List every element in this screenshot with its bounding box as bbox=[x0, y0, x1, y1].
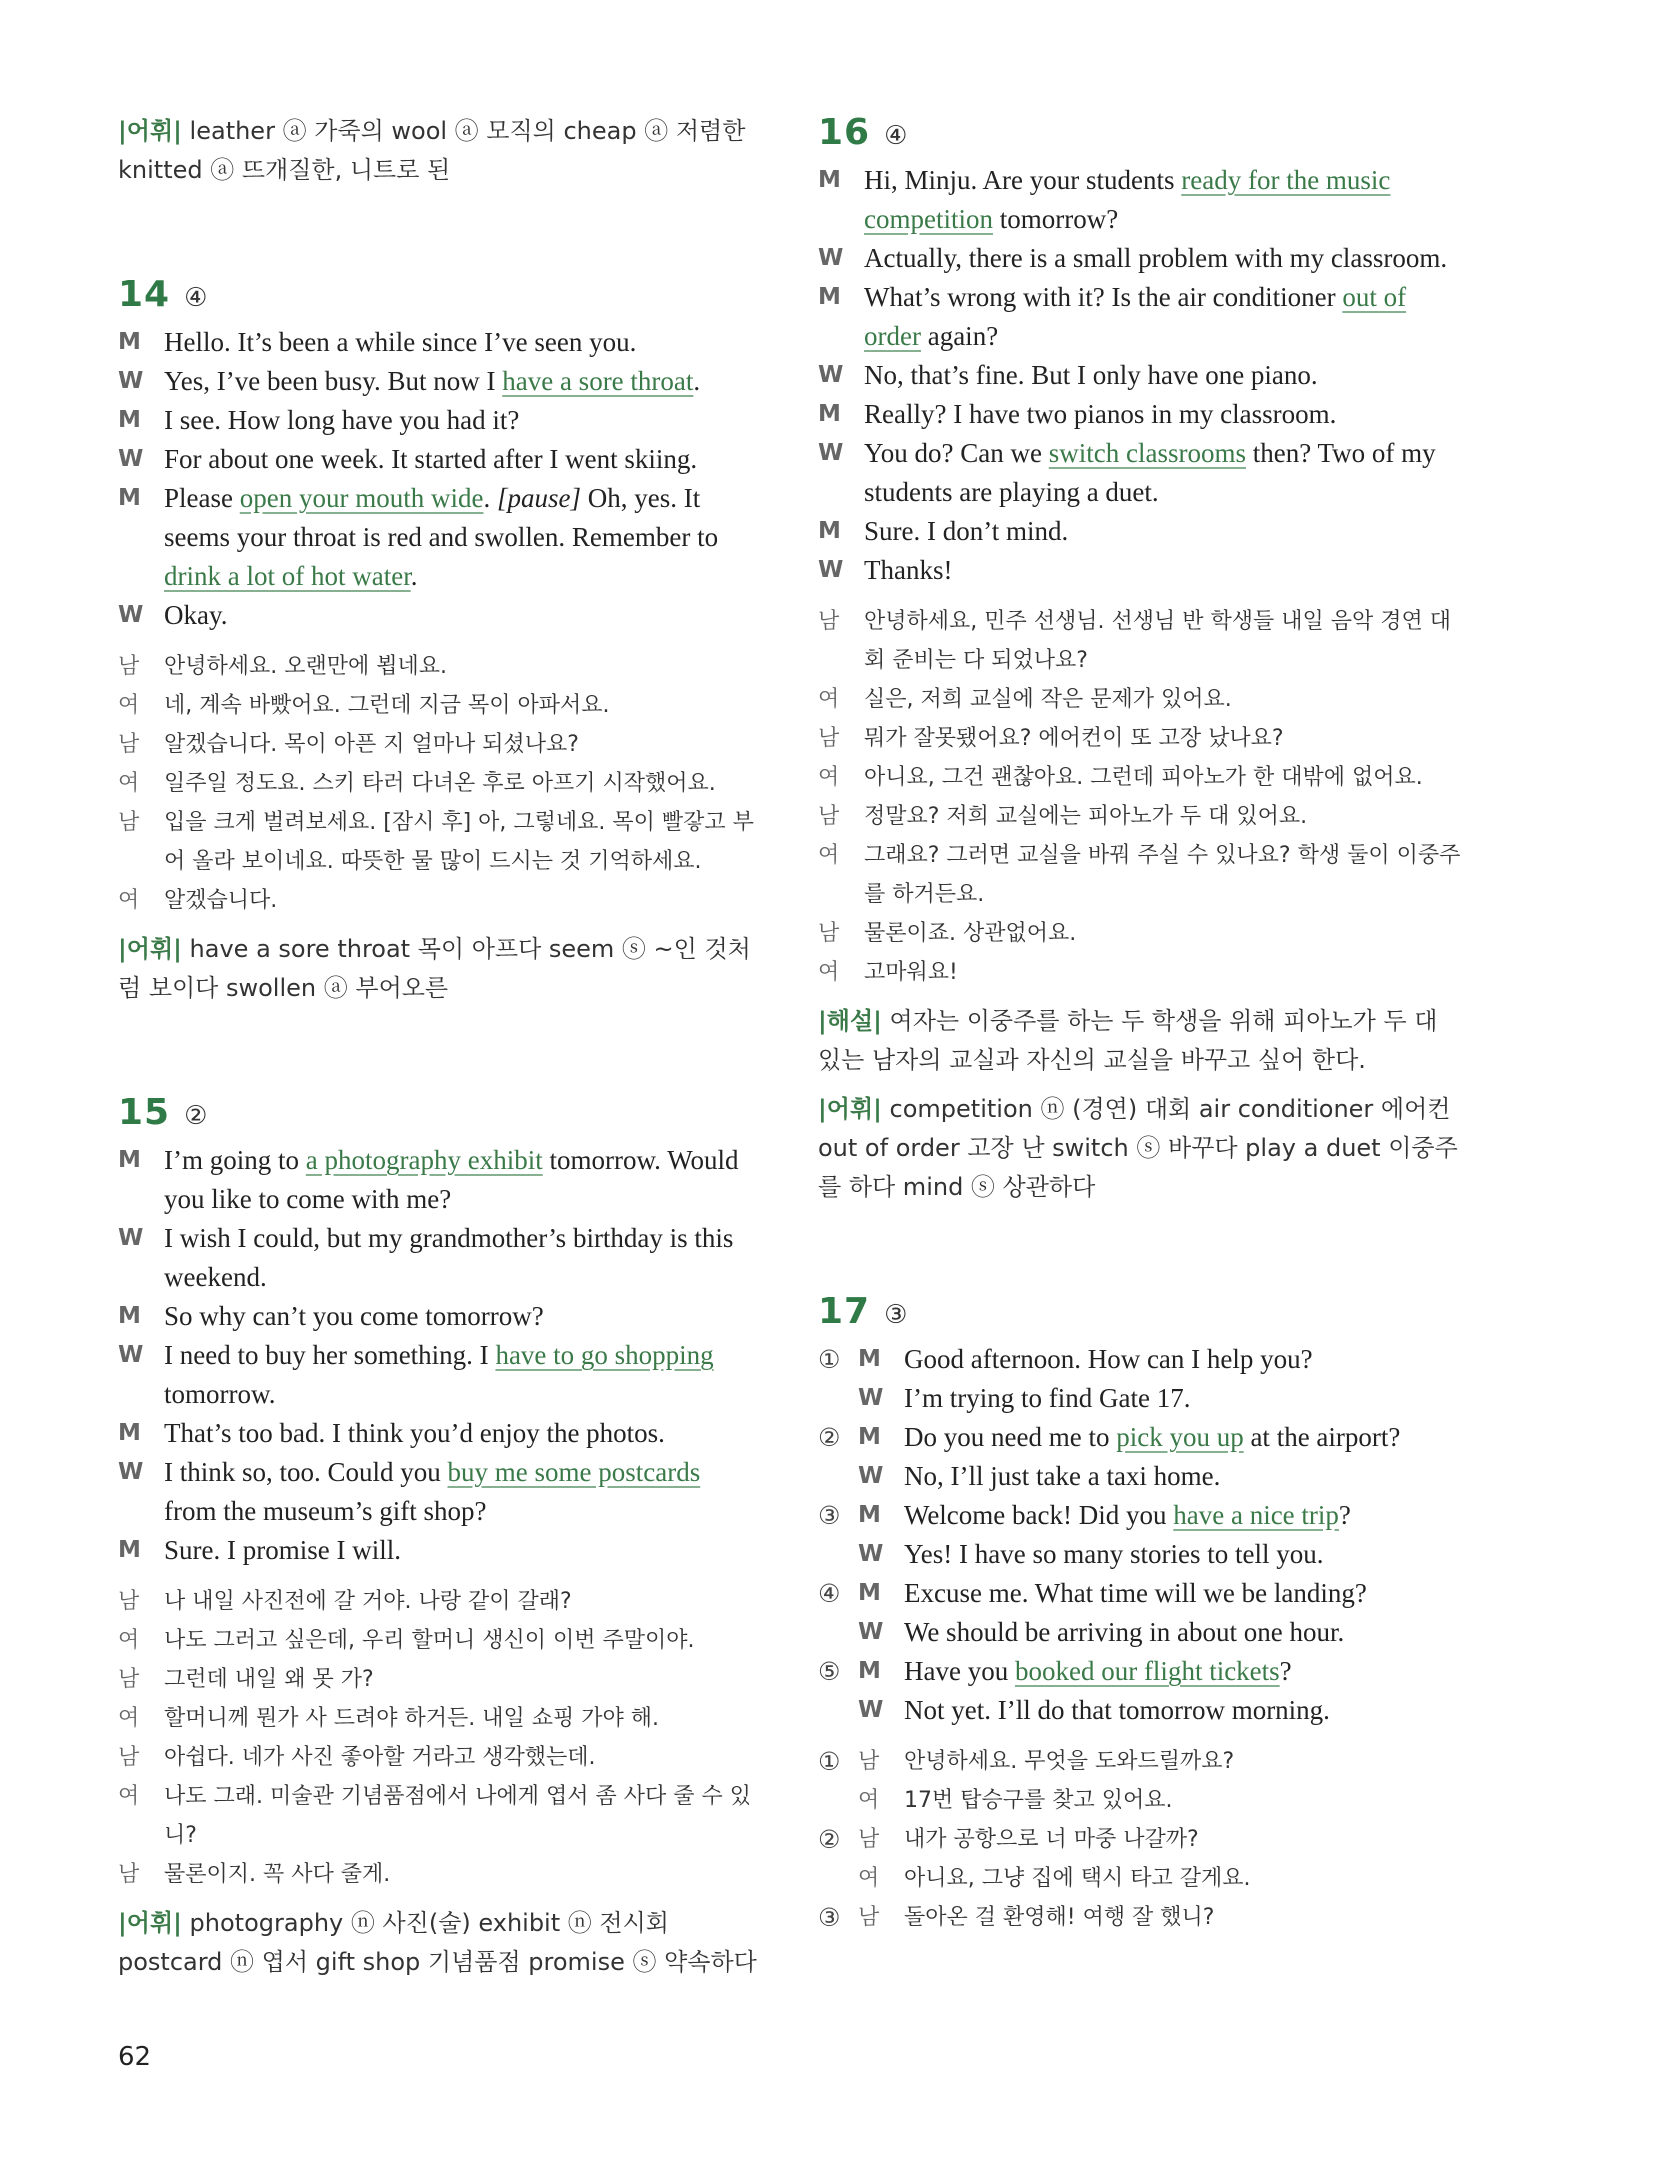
line-text: 그런데 내일 왜 못 가? bbox=[164, 1667, 374, 1692]
dialogue-korean bbox=[118, 1582, 758, 1894]
speaker-label: M bbox=[818, 167, 841, 193]
line-text bbox=[904, 1496, 1468, 1535]
speaker-label: M bbox=[118, 407, 141, 433]
korean-line bbox=[118, 647, 758, 686]
dialogue-line bbox=[818, 278, 1468, 356]
speaker-label: W bbox=[858, 1541, 884, 1567]
key-expression: a photography exhibit bbox=[305, 1145, 543, 1175]
text-segment: No, that’s fine. But I only have one piano. bbox=[864, 360, 1318, 390]
line-text bbox=[904, 1574, 1468, 1613]
dialogue-line bbox=[818, 161, 1468, 239]
line-text bbox=[864, 239, 1468, 278]
speaker-label: W bbox=[118, 1342, 144, 1368]
korean-line bbox=[818, 1859, 1468, 1898]
choice-number bbox=[818, 1613, 858, 1652]
dialogue-line bbox=[118, 1297, 758, 1336]
line-text bbox=[164, 401, 758, 440]
speaker-label: M bbox=[858, 1658, 881, 1684]
line-text: 알겠습니다. bbox=[164, 888, 278, 913]
korean-line bbox=[118, 1660, 758, 1699]
choice-number bbox=[818, 1859, 858, 1898]
text-segment: I wish I could, but my grandmother’s birthday is this weekend. bbox=[164, 1223, 734, 1292]
dialogue-line bbox=[118, 1453, 758, 1531]
key-expression: pick you up bbox=[1116, 1422, 1244, 1452]
text-segment: I need to buy her something. I bbox=[164, 1340, 496, 1370]
text-segment: Do you need me to bbox=[904, 1422, 1117, 1452]
text-segment: For about one week. It started after I went skiing. bbox=[164, 444, 698, 474]
line-text: 돌아온 걸 환영해! 여행 잘 했니? bbox=[904, 1905, 1215, 1930]
vocab-tag: |어휘| bbox=[818, 1095, 882, 1123]
text-segment: ? bbox=[1279, 1656, 1292, 1686]
speaker-label: 남 bbox=[118, 1745, 140, 1770]
text-segment: Sure. I promise I will. bbox=[164, 1535, 401, 1565]
line-text: 나도 그러고 싶은데, 우리 할머니 생신이 이번 주말이야. bbox=[164, 1628, 695, 1653]
line-text bbox=[864, 395, 1468, 434]
korean-line bbox=[118, 1738, 758, 1777]
answer-mark: ④ bbox=[184, 283, 208, 313]
vocab bbox=[118, 930, 758, 1008]
line-text: 아쉽다. 네가 사진 좋아할 거라고 생각했는데. bbox=[164, 1745, 596, 1770]
text-segment: We should be arriving in about one hour. bbox=[904, 1617, 1345, 1647]
speaker-label: 여 bbox=[118, 888, 140, 913]
text-segment: So why can’t you come tomorrow? bbox=[164, 1301, 544, 1331]
text-segment: Yes, I’ve been busy. But now I bbox=[164, 366, 503, 396]
dialogue-line bbox=[818, 239, 1468, 278]
line-text bbox=[864, 551, 1468, 590]
speaker-label: 남 bbox=[858, 1749, 880, 1774]
line-text: 아니요, 그냥 집에 택시 타고 갈게요. bbox=[904, 1866, 1251, 1891]
right-column bbox=[818, 112, 1468, 1937]
line-text bbox=[864, 278, 1468, 356]
korean-line bbox=[818, 797, 1468, 836]
speaker-label: W bbox=[858, 1619, 884, 1645]
speaker-label: 남 bbox=[118, 810, 140, 835]
dialogue-english bbox=[818, 161, 1468, 590]
speaker-label: M bbox=[858, 1346, 881, 1372]
line-text bbox=[904, 1535, 1468, 1574]
dialogue-korean bbox=[818, 602, 1468, 992]
line-text: 나도 그래. 미술관 기념품점에서 나에게 엽서 좀 사다 줄 수 있니? bbox=[164, 1784, 751, 1848]
korean-line bbox=[818, 1898, 1468, 1937]
line-text bbox=[904, 1457, 1468, 1496]
speaker-label: W bbox=[858, 1463, 884, 1489]
vocab-tag: |어휘| bbox=[118, 117, 182, 145]
speaker-label: M bbox=[118, 1537, 141, 1563]
text-segment: again? bbox=[920, 321, 999, 351]
speaker-label: 여 bbox=[118, 1706, 140, 1731]
text-segment: Not yet. I’ll do that tomorrow morning. bbox=[904, 1695, 1330, 1725]
speaker-label: 남 bbox=[118, 654, 140, 679]
dialogue-line bbox=[818, 1691, 1468, 1730]
text-segment: Okay. bbox=[164, 600, 228, 630]
speaker-label: 여 bbox=[818, 687, 840, 712]
dialogue-line bbox=[118, 1414, 758, 1453]
vocab-text: photography ⓝ 사진(술) exhibit ⓝ 전시회 postcard ⓝ 엽서 gift shop 기념품점 promise ⓢ 약속하다 bbox=[118, 1909, 757, 1976]
text-segment: You do? Can we bbox=[864, 438, 1049, 468]
korean-line bbox=[818, 1820, 1468, 1859]
speaker-label: W bbox=[118, 602, 144, 628]
line-text: 아니요, 그건 괜찮아요. 그런데 피아노가 한 대밖에 없어요. bbox=[864, 765, 1423, 790]
text-segment: Have you bbox=[904, 1656, 1015, 1686]
choice-number: ① bbox=[818, 1345, 841, 1374]
speaker-label: M bbox=[858, 1424, 881, 1450]
dialogue-line bbox=[818, 512, 1468, 551]
speaker-label: W bbox=[818, 557, 844, 583]
speaker-label: 여 bbox=[118, 693, 140, 718]
dialogue-line bbox=[818, 395, 1468, 434]
dialogue-english bbox=[818, 1340, 1468, 1730]
text-segment: tomorrow. Would you like to come with me? bbox=[164, 1145, 739, 1214]
line-text bbox=[904, 1652, 1468, 1691]
korean-line bbox=[118, 1777, 758, 1855]
line-text bbox=[904, 1691, 1468, 1730]
key-expression: ready for the music competition bbox=[864, 165, 1391, 234]
speaker-label: 남 bbox=[858, 1905, 880, 1930]
line-text bbox=[164, 440, 758, 479]
text-segment: Hi, Minju. Are your students bbox=[864, 165, 1182, 195]
speaker-label: 여 bbox=[818, 765, 840, 790]
question-17 bbox=[818, 1291, 1468, 1937]
speaker-label: M bbox=[118, 485, 141, 511]
vocab-text: competition ⓝ (경연) 대회 air conditioner 에어컨 out of order 고장 난 switch ⓢ 바꾸다 play a duet 이중주를 하다 mind ⓢ 상관하다 bbox=[818, 1095, 1458, 1201]
line-text bbox=[904, 1340, 1468, 1379]
text-segment: from the museum’s gift shop? bbox=[164, 1496, 487, 1526]
vocab-text: have a sore throat 목이 아프다 seem ⓢ ~인 것처럼 보이다 swollen ⓐ 부어오른 bbox=[118, 935, 751, 1002]
line-text: 나 내일 사진전에 갈 거야. 나랑 같이 갈래? bbox=[164, 1589, 572, 1614]
text-segment: . bbox=[693, 366, 701, 396]
question-14 bbox=[118, 274, 758, 1008]
answer-mark: ② bbox=[184, 1101, 208, 1131]
text-segment: Thanks! bbox=[864, 555, 953, 585]
key-expression: have a nice trip bbox=[1173, 1500, 1339, 1530]
question-15 bbox=[118, 1092, 758, 1982]
speaker-label: W bbox=[818, 440, 844, 466]
text-segment: Excuse me. What time will we be landing? bbox=[904, 1578, 1367, 1608]
line-text bbox=[164, 323, 758, 362]
speaker-label: 남 bbox=[118, 1667, 140, 1692]
text-segment: . bbox=[410, 561, 418, 591]
line-text: 할머니께 뭔가 사 드려야 하거든. 내일 쇼핑 가야 해. bbox=[164, 1706, 659, 1731]
dialogue-line bbox=[818, 356, 1468, 395]
question-number: 17 bbox=[818, 1291, 871, 1332]
speaker-label: M bbox=[818, 518, 841, 544]
page-number: 62 bbox=[118, 2042, 152, 2072]
speaker-label: 남 bbox=[818, 804, 840, 829]
dialogue-korean bbox=[118, 647, 758, 920]
speaker-label: 남 bbox=[118, 1589, 140, 1614]
dialogue-line bbox=[818, 1574, 1468, 1613]
speaker-label: 여 bbox=[118, 771, 140, 796]
speaker-label: M bbox=[818, 401, 841, 427]
dialogue-line bbox=[818, 1379, 1468, 1418]
line-text bbox=[164, 1219, 758, 1297]
stage-direction: [pause] bbox=[496, 483, 581, 513]
vocab-tag: |어휘| bbox=[118, 1909, 182, 1937]
speaker-label: M bbox=[818, 284, 841, 310]
key-expression: switch classrooms bbox=[1048, 438, 1246, 468]
text-segment: I’m trying to find Gate 17. bbox=[904, 1383, 1191, 1413]
korean-line bbox=[818, 1781, 1468, 1820]
choice-number: ⑤ bbox=[818, 1657, 841, 1686]
speaker-label: 여 bbox=[118, 1784, 140, 1809]
left-column bbox=[118, 112, 758, 1982]
text-segment: Oh, yes. It seems your throat is red and swollen. Remember to bbox=[164, 483, 719, 552]
dialogue-line bbox=[118, 401, 758, 440]
korean-line bbox=[118, 764, 758, 803]
text-segment: Good afternoon. How can I help you? bbox=[904, 1344, 1313, 1374]
vocab bbox=[118, 1904, 758, 1982]
text-segment: Sure. I don’t mind. bbox=[864, 516, 1069, 546]
korean-line bbox=[818, 680, 1468, 719]
text-segment: No, I’ll just take a taxi home. bbox=[904, 1461, 1221, 1491]
choice-number: ② bbox=[818, 1423, 841, 1452]
line-text bbox=[164, 479, 758, 596]
choice-number bbox=[818, 1457, 858, 1496]
line-text: 물론이지. 꼭 사다 줄게. bbox=[164, 1862, 391, 1887]
line-text bbox=[164, 1414, 758, 1453]
korean-line bbox=[118, 1855, 758, 1894]
dialogue-line bbox=[118, 1141, 758, 1219]
speaker-label: M bbox=[858, 1580, 881, 1606]
line-text bbox=[864, 512, 1468, 551]
text-segment: Really? I have two pianos in my classroom. bbox=[864, 399, 1337, 429]
korean-line bbox=[118, 1621, 758, 1660]
line-text: 고마워요! bbox=[864, 960, 958, 985]
text-segment: I’m going to bbox=[164, 1145, 306, 1175]
line-text bbox=[904, 1613, 1468, 1652]
text-segment: . bbox=[483, 483, 497, 513]
dialogue-korean bbox=[818, 1742, 1468, 1937]
key-expression: have a sore throat bbox=[502, 366, 694, 396]
vocab bbox=[818, 1090, 1468, 1207]
line-text: 일주일 정도요. 스키 타러 다녀온 후로 아프기 시작했어요. bbox=[164, 771, 716, 796]
key-expression: booked our flight tickets bbox=[1014, 1656, 1280, 1686]
explain-tag: |해설| bbox=[818, 1007, 882, 1035]
speaker-label: W bbox=[858, 1697, 884, 1723]
speaker-label: 여 bbox=[818, 843, 840, 868]
text-segment: Yes! I have so many stories to tell you. bbox=[904, 1539, 1324, 1569]
speaker-label: W bbox=[818, 245, 844, 271]
korean-line bbox=[118, 1699, 758, 1738]
text-segment: What’s wrong with it? Is the air conditioner bbox=[864, 282, 1343, 312]
dialogue-line bbox=[118, 1219, 758, 1297]
korean-line bbox=[118, 881, 758, 920]
line-text: 네, 계속 바빴어요. 그런데 지금 목이 아파서요. bbox=[164, 693, 610, 718]
key-expression: open your mouth wide bbox=[239, 483, 484, 513]
choice-number bbox=[818, 1535, 858, 1574]
speaker-label: M bbox=[858, 1502, 881, 1528]
line-text: 입을 크게 벌려보세요. [잠시 후] 아, 그렇네요. 목이 빨갛고 부어 올라 보이네요. 따뜻한 물 많이 드시는 것 기억하세요. bbox=[164, 810, 754, 874]
dialogue-line bbox=[818, 1535, 1468, 1574]
korean-line bbox=[118, 686, 758, 725]
dialogue-line bbox=[818, 1652, 1468, 1691]
answer-mark: ④ bbox=[884, 121, 908, 151]
speaker-label: M bbox=[118, 1147, 141, 1173]
korean-line bbox=[118, 803, 758, 881]
dialogue-line bbox=[818, 551, 1468, 590]
speaker-label: W bbox=[118, 368, 144, 394]
choice-number: ④ bbox=[818, 1579, 841, 1608]
choice-number: ③ bbox=[818, 1501, 841, 1530]
text-segment: Hello. It’s been a while since I’ve seen you. bbox=[164, 327, 637, 357]
line-text: 실은, 저희 교실에 작은 문제가 있어요. bbox=[864, 687, 1232, 712]
line-text bbox=[164, 596, 758, 635]
speaker-label: W bbox=[858, 1385, 884, 1411]
text-segment: at the airport? bbox=[1243, 1422, 1401, 1452]
dialogue-line bbox=[118, 1531, 758, 1570]
dialogue-line bbox=[118, 323, 758, 362]
dialogue-line bbox=[118, 362, 758, 401]
speaker-label: M bbox=[118, 1420, 141, 1446]
line-text: 내가 공항으로 너 마중 나갈까? bbox=[904, 1827, 1199, 1852]
choice-number: ③ bbox=[818, 1903, 841, 1932]
line-text: 안녕하세요. 무엇을 도와드릴까요? bbox=[904, 1749, 1235, 1774]
korean-line bbox=[818, 836, 1468, 914]
line-text: 정말요? 저희 교실에는 피아노가 두 대 있어요. bbox=[864, 804, 1308, 829]
line-text bbox=[164, 362, 758, 401]
speaker-label: W bbox=[118, 1225, 144, 1251]
speaker-label: W bbox=[118, 1459, 144, 1485]
dialogue-line bbox=[118, 1336, 758, 1414]
line-text bbox=[164, 1531, 758, 1570]
speaker-label: 남 bbox=[118, 732, 140, 757]
text-segment: I see. How long have you had it? bbox=[164, 405, 520, 435]
answer-mark: ③ bbox=[884, 1300, 908, 1330]
speaker-label: 여 bbox=[858, 1788, 880, 1813]
key-expression: drink a lot of hot water bbox=[164, 561, 411, 591]
text-segment: Please bbox=[164, 483, 240, 513]
question-number: 16 bbox=[818, 112, 871, 153]
korean-line bbox=[818, 953, 1468, 992]
line-text bbox=[904, 1418, 1468, 1457]
text-segment: tomorrow. bbox=[164, 1379, 276, 1409]
question-number: 14 bbox=[118, 274, 171, 315]
line-text bbox=[164, 1336, 758, 1414]
speaker-label: 남 bbox=[858, 1827, 880, 1852]
speaker-label: 여 bbox=[818, 960, 840, 985]
korean-line bbox=[818, 1742, 1468, 1781]
dialogue-line bbox=[818, 1340, 1468, 1379]
line-text: 17번 탑승구를 찾고 있어요. bbox=[904, 1788, 1173, 1813]
choice-number bbox=[818, 1781, 858, 1820]
vocab-top bbox=[118, 112, 758, 190]
korean-line bbox=[818, 602, 1468, 680]
korean-line bbox=[118, 725, 758, 764]
dialogue-line bbox=[818, 1613, 1468, 1652]
line-text bbox=[164, 1141, 758, 1219]
vocab-text: leather ⓐ 가죽의 wool ⓐ 모직의 cheap ⓐ 저렴한 knitted ⓐ 뜨개질한, 니트로 된 bbox=[118, 117, 746, 184]
key-expression: buy me some postcards bbox=[447, 1457, 701, 1487]
vocab-tag: |어휘| bbox=[118, 935, 182, 963]
dialogue-line bbox=[818, 1496, 1468, 1535]
speaker-label: 남 bbox=[818, 726, 840, 751]
key-expression: have to go shopping bbox=[495, 1340, 714, 1370]
line-text: 그래요? 그러면 교실을 바꿔 주실 수 있나요? 학생 둘이 이중주를 하거든요. bbox=[864, 843, 1461, 907]
explanation bbox=[818, 1002, 1468, 1080]
text-segment: tomorrow? bbox=[992, 204, 1119, 234]
line-text bbox=[164, 1453, 758, 1531]
speaker-label: 여 bbox=[858, 1866, 880, 1891]
line-text: 안녕하세요, 민주 선생님. 선생님 반 학생들 내일 음악 경연 대회 준비는 다 되었나요? bbox=[864, 609, 1451, 673]
key-expression: out of order bbox=[864, 282, 1407, 351]
dialogue-line bbox=[118, 440, 758, 479]
line-text bbox=[864, 434, 1468, 512]
choice-number bbox=[818, 1691, 858, 1730]
speaker-label: 남 bbox=[818, 921, 840, 946]
dialogue-line bbox=[818, 1457, 1468, 1496]
speaker-label: M bbox=[118, 1303, 141, 1329]
text-segment: That’s too bad. I think you’d enjoy the photos. bbox=[164, 1418, 665, 1448]
text-segment: Actually, there is a small problem with my classroom. bbox=[864, 243, 1448, 273]
korean-line bbox=[118, 1582, 758, 1621]
line-text: 뭐가 잘못됐어요? 에어컨이 또 고장 났나요? bbox=[864, 726, 1284, 751]
dialogue-english bbox=[118, 323, 758, 635]
korean-line bbox=[818, 719, 1468, 758]
line-text bbox=[904, 1379, 1468, 1418]
text-segment: I think so, too. Could you bbox=[164, 1457, 448, 1487]
speaker-label: 남 bbox=[118, 1862, 140, 1887]
text-segment: then? Two of my students are playing a duet. bbox=[864, 438, 1436, 507]
choice-number: ② bbox=[818, 1825, 841, 1854]
line-text bbox=[864, 356, 1468, 395]
korean-line bbox=[818, 914, 1468, 953]
line-text: 안녕하세요. 오랜만에 뵙네요. bbox=[164, 654, 447, 679]
speaker-label: W bbox=[818, 362, 844, 388]
speaker-label: M bbox=[118, 329, 141, 355]
dialogue-line bbox=[818, 1418, 1468, 1457]
question-number: 15 bbox=[118, 1092, 171, 1133]
text-segment: ? bbox=[1338, 1500, 1351, 1530]
dialogue-line bbox=[118, 479, 758, 596]
dialogue-line bbox=[818, 434, 1468, 512]
speaker-label: 남 bbox=[818, 609, 840, 634]
line-text bbox=[864, 161, 1468, 239]
text-segment: Welcome back! Did you bbox=[904, 1500, 1174, 1530]
speaker-label: W bbox=[118, 446, 144, 472]
korean-line bbox=[818, 758, 1468, 797]
dialogue-english bbox=[118, 1141, 758, 1570]
line-text bbox=[164, 1297, 758, 1336]
speaker-label: 여 bbox=[118, 1628, 140, 1653]
line-text: 알겠습니다. 목이 아픈 지 얼마나 되셨나요? bbox=[164, 732, 579, 757]
line-text: 물론이죠. 상관없어요. bbox=[864, 921, 1077, 946]
explain-text: 여자는 이중주를 하는 두 학생을 위해 피아노가 두 대 있는 남자의 교실과 자신의 교실을 바꾸고 싶어 한다. bbox=[818, 1007, 1438, 1074]
choice-number bbox=[818, 1379, 858, 1418]
dialogue-line bbox=[118, 596, 758, 635]
question-16 bbox=[818, 112, 1468, 1207]
choice-number: ① bbox=[818, 1747, 841, 1776]
